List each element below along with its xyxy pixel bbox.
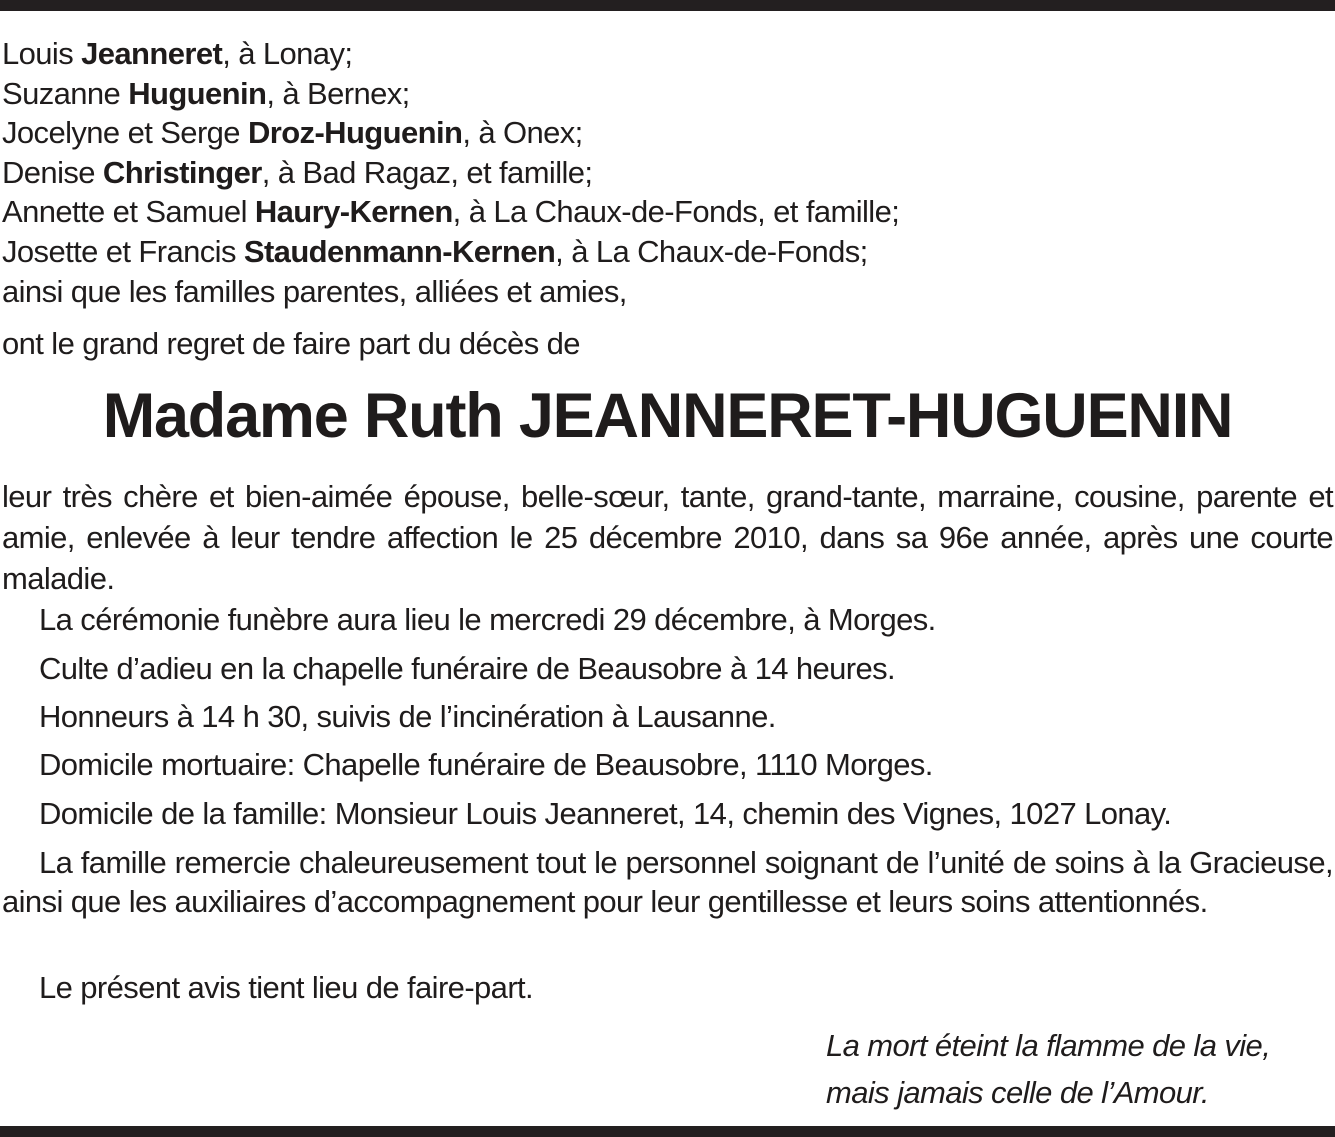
family-line xyxy=(2,272,899,312)
honours-paragraph: Honneurs à 14 h 30, suivis de l’incinération à Lausanne. xyxy=(39,699,776,734)
deceased-name: Madame Ruth JEANNERET-HUGUENIN xyxy=(102,381,1233,451)
family-surname: Jeanneret xyxy=(81,36,223,71)
family-first-names: Josette et Francis xyxy=(2,233,244,269)
family-surname: Christinger xyxy=(102,154,262,190)
family-location: , à Onex; xyxy=(462,115,583,151)
bottom-border-rule xyxy=(0,1126,1335,1137)
family-line xyxy=(2,74,899,114)
family-first-names: Jocelyne et Serge xyxy=(2,115,248,151)
family-surname: Droz-Huguenin xyxy=(247,115,463,151)
family-line xyxy=(2,34,899,74)
family-location: , à Bernex; xyxy=(266,75,410,111)
family-line xyxy=(2,192,899,232)
family-closing-line: ainsi que les familles parentes, alliées et amies, xyxy=(2,273,627,309)
notice-paragraph: Le présent avis tient lieu de faire-part. xyxy=(39,970,534,1005)
family-location: , à La Chaux-de-Fonds, et famille; xyxy=(452,194,900,230)
family-location: , à Lonay; xyxy=(222,36,353,71)
family-address-paragraph: Domicile de la famille: Monsieur Louis Jeanneret, 14, chemin des Vignes, 1027 Lonay. xyxy=(39,796,1172,831)
family-first-names: Suzanne xyxy=(2,75,129,111)
announcement-intro: ont le grand regret de faire part du décès de xyxy=(2,326,580,361)
thanks-paragraph: La famille remercie chaleureusement tout le personnel soignant de l’unité de soins à la Gracieuse, ainsi que les auxiliaires d’accompagnement pour leur gentillesse et leurs soins attentionnés. xyxy=(2,845,1333,919)
family-line xyxy=(2,113,899,153)
family-line xyxy=(2,232,899,272)
family-location: , à La Chaux-de-Fonds; xyxy=(555,233,868,269)
family-surname: Staudenmann-Kernen xyxy=(243,233,556,269)
closing-quote xyxy=(826,1022,1270,1116)
top-border-rule xyxy=(0,0,1335,11)
family-list xyxy=(2,34,899,311)
ceremony-paragraph: La cérémonie funèbre aura lieu le mercredi 29 décembre, à Morges. xyxy=(39,602,936,637)
family-first-names: Louis xyxy=(2,36,82,71)
quote-line: La mort éteint la flamme de la vie, xyxy=(826,1028,1271,1063)
family-first-names: Annette et Samuel xyxy=(2,194,255,230)
family-first-names: Denise xyxy=(2,154,103,190)
family-line xyxy=(2,153,899,193)
quote-line: mais jamais celle de l’Amour. xyxy=(826,1075,1209,1110)
family-surname: Huguenin xyxy=(128,75,267,111)
mortuary-paragraph: Domicile mortuaire: Chapelle funéraire de Beausobre, 1110 Morges. xyxy=(39,747,933,782)
relation-paragraph: leur très chère et bien-aimée épouse, belle-sœur, tante, grand-tante, marraine, cousine, parente et amie, enlevée à leur tendre affection le 25 décembre 2010, dans sa 96e année, après une courte maladie. xyxy=(2,479,1333,596)
service-paragraph: Culte d’adieu en la chapelle funéraire de Beausobre à 14 heures. xyxy=(39,651,896,686)
family-location: , à Bad Ragaz, et famille; xyxy=(261,154,593,190)
family-surname: Haury-Kernen xyxy=(254,194,453,230)
